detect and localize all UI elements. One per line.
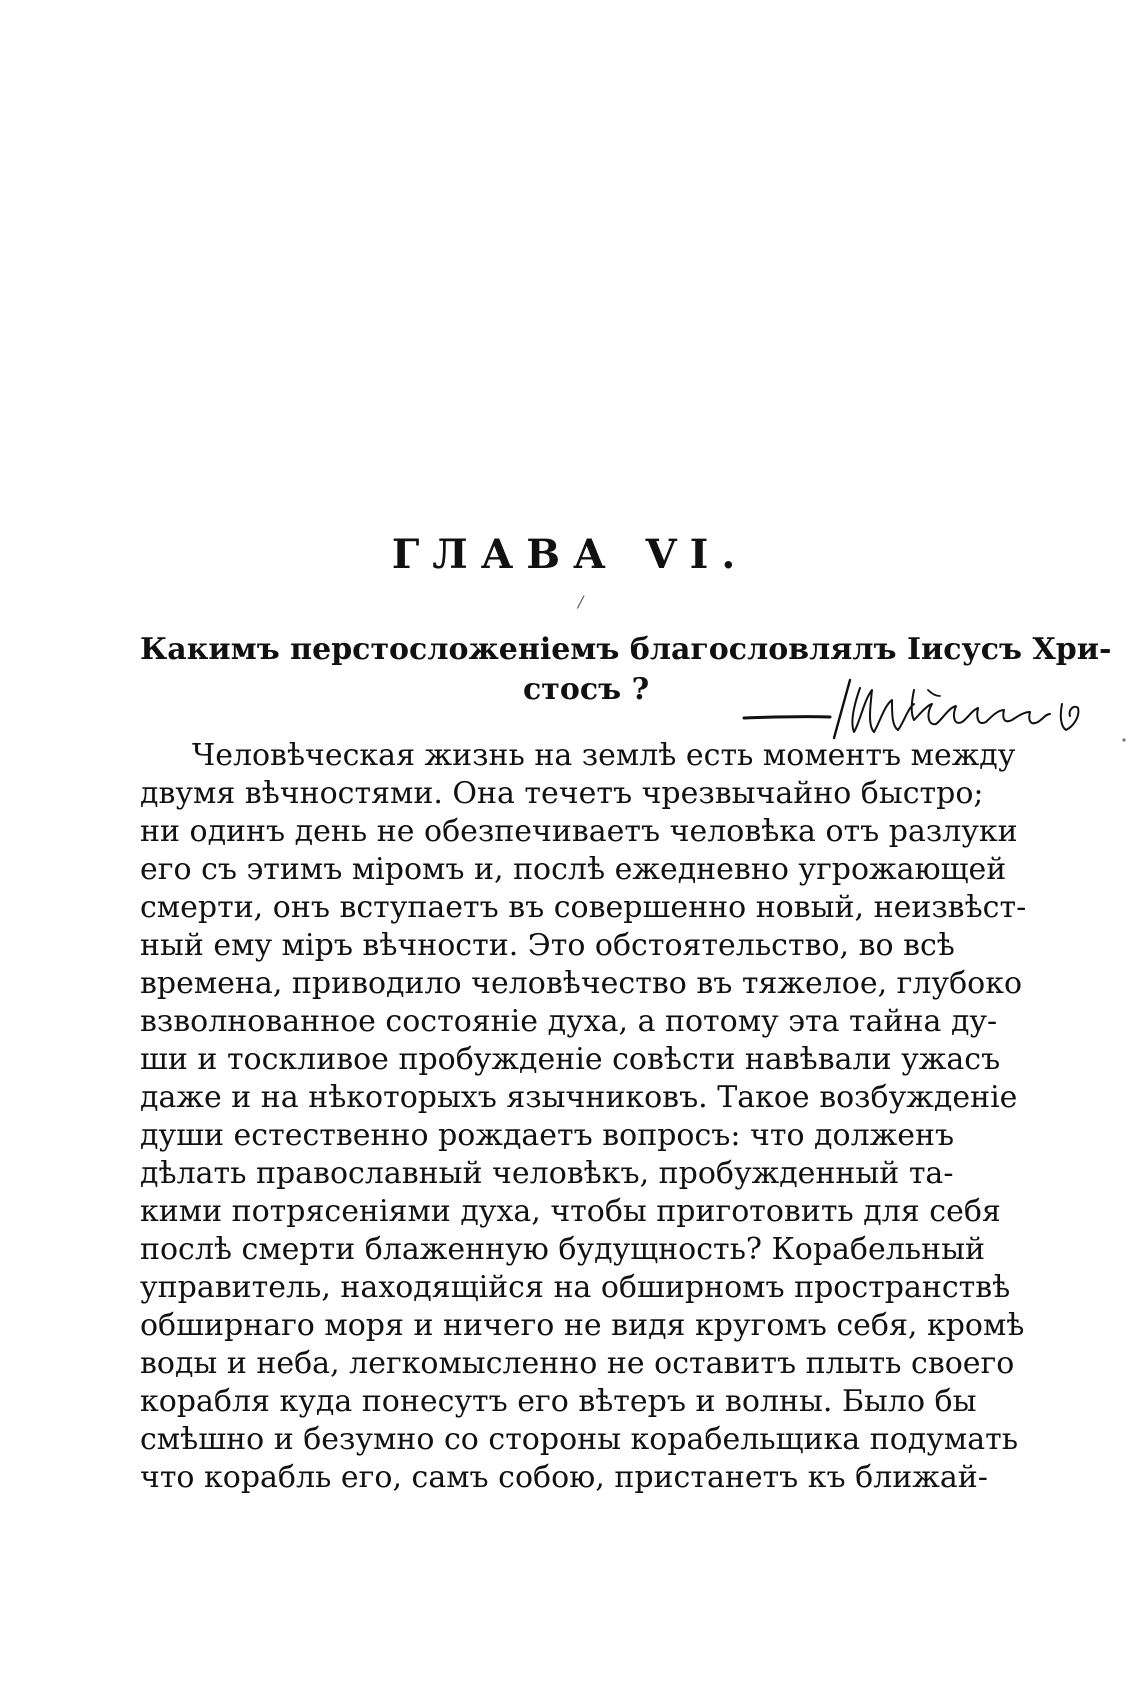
text-line: дѣлать православный человѣкъ, пробужденный та- (140, 1156, 954, 1191)
text-line: времена, приводило человѣчество въ тяжелое, глубоко (140, 966, 1023, 1001)
text-line: смерти, онъ вступаетъ въ совершенно новый, неизвѣст- (140, 890, 1027, 925)
text-line: Человѣческая жизнь на землѣ есть моментъ между (192, 738, 1016, 773)
text-line: что корабль его, самъ собою, пристанетъ къ ближай- (140, 1460, 988, 1495)
text-line: обширнаго моря и ничего не видя кругомъ себя, кромѣ (140, 1308, 1025, 1343)
chapter-title-line: Какимъ перстосложеніемъ благословлялъ Іисусъ Хри- (140, 632, 1112, 667)
chapter-title-line: стосъ ? (523, 672, 650, 707)
text-line: даже и на нѣкоторыхъ язычниковъ. Такое возбужденіе (140, 1080, 1018, 1115)
text-line: послѣ смерти блаженную будущность? Корабельный (140, 1232, 985, 1267)
text-line: кими потрясеніями духа, чтобы приготовить для себя (140, 1194, 1001, 1229)
text-line: ши и тоскливое пробужденіе совѣсти навѣвали ужасъ (140, 1042, 1001, 1077)
text-line: ни одинъ день не обезпечиваетъ человѣка отъ разлуки (140, 814, 1018, 849)
text-line: двумя вѣчностями. Она течетъ чрезвычайно быстро; (140, 776, 984, 811)
text-line: управитель, находящійся на обширномъ пространствѣ (140, 1270, 1011, 1305)
text-line: воды и неба, легкомысленно не оставитъ плыть своего (140, 1346, 1015, 1381)
pencil-mark: / (578, 592, 584, 611)
text-line: корабля куда понесутъ его вѣтеръ и волны. Было бы (140, 1384, 977, 1419)
text-line: его съ этимъ міромъ и, послѣ ежедневно угрожающей (140, 852, 1007, 887)
chapter-heading: ГЛАВА VI. (391, 531, 749, 578)
text-line: взволнованное состояніе духа, а потому эта тайна ду- (140, 1004, 998, 1039)
text-line: души естественно рождаетъ вопросъ: что долженъ (140, 1118, 955, 1153)
text-line: смѣшно и безумно со стороны корабельщика подумать (140, 1422, 1019, 1457)
text-line: ный ему міръ вѣчности. Это обстоятельство, во всѣ (140, 928, 955, 963)
body-text (140, 737, 1027, 1497)
